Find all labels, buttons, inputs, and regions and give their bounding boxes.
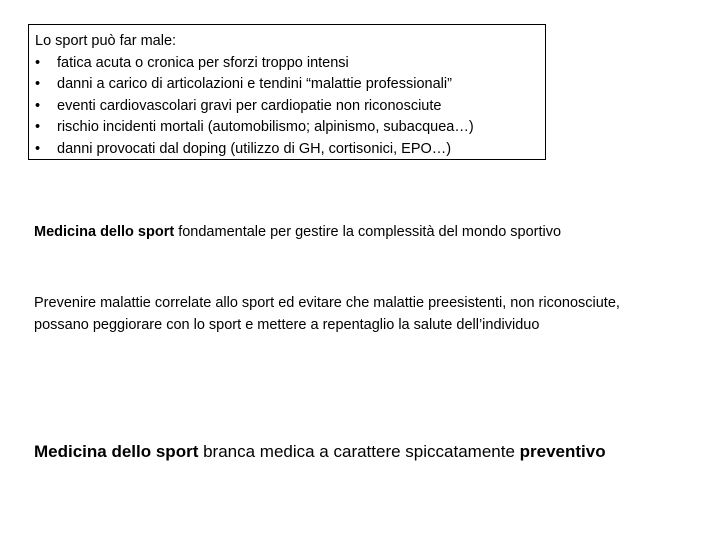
list-item	[35, 139, 545, 161]
list-item	[35, 53, 545, 75]
list-item	[35, 96, 545, 118]
bullet-icon: •	[35, 140, 41, 157]
sports-medicine-term: Medicina dello sport	[34, 224, 175, 240]
bullet-icon: •	[35, 54, 41, 71]
list-item-text: fatica acuta o cronica per sforzi troppo intensi	[57, 54, 349, 71]
list-item	[35, 74, 545, 96]
bullet-icon: •	[35, 76, 41, 92]
preventive-term: preventivo	[519, 442, 606, 461]
sports-medicine-term: Medicina dello sport	[34, 442, 199, 461]
list-item-text: danni a carico di articolazioni e tendini “malattie professionali”	[57, 76, 452, 92]
bullet-icon: •	[35, 97, 41, 114]
list-item-text: danni provocati dal doping (utilizzo di GH, cortisonici, EPO…)	[57, 140, 452, 157]
statement-text: branca medica a carattere spiccatamente	[198, 442, 520, 461]
box-title: Lo sport può far male:	[35, 33, 177, 49]
list-item-text: rischio incidenti mortali (automobilismo; alpinismo, subacquea…)	[57, 119, 474, 135]
sports-medicine-statement	[34, 222, 561, 244]
bullet-icon: •	[35, 119, 41, 135]
statement-text: fondamentale per gestire la complessità del mondo sportivo	[174, 224, 562, 240]
list-item	[35, 117, 545, 139]
prevention-paragraph: Prevenire malattie correlate allo sport ed evitare che malattie preesistenti, non riconosciute, possano peggiorare con lo sport e mettere a repentaglio la salute dell’individuo	[34, 295, 620, 333]
preventive-branch-statement	[34, 440, 606, 464]
list-item-text: eventi cardiovascolari gravi per cardiopatie non riconosciute	[57, 97, 442, 114]
risk-list	[35, 53, 545, 161]
risks-box	[28, 24, 546, 160]
